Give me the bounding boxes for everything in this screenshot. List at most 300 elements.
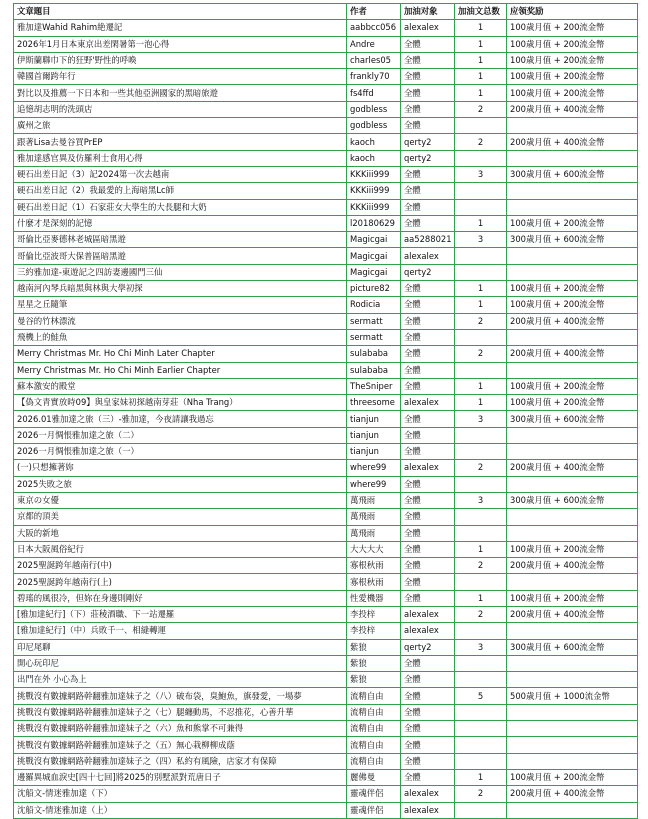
cell-author: 李投梓 bbox=[347, 606, 401, 622]
cell-author: 寡根秋雨 bbox=[347, 574, 401, 590]
cell-author: sulababa bbox=[347, 346, 401, 362]
cell-title: 跟著Lisa去曼谷買PrEP bbox=[14, 134, 347, 150]
cell-target: aa5288021 bbox=[401, 232, 455, 248]
cell-reward bbox=[507, 737, 638, 753]
cell-title: 2026年1月日本東京出差閑暑第一泡心得 bbox=[14, 36, 347, 52]
cell-target: 全體 bbox=[401, 541, 455, 557]
cell-target: 全體 bbox=[401, 574, 455, 590]
cell-count: 2 bbox=[455, 134, 507, 150]
cell-reward: 300歳月值 + 600流金幣 bbox=[507, 639, 638, 655]
cell-reward: 200歳月值 + 400流金幣 bbox=[507, 346, 638, 362]
cell-title: Merry Christmas Mr. Ho Chi Minh Later Chapter bbox=[14, 346, 347, 362]
cell-target: 全體 bbox=[401, 753, 455, 769]
cell-title: 2026.01雅加達之旅（三）-雅加達，今夜請讓我過忘 bbox=[14, 411, 347, 427]
cell-reward bbox=[507, 655, 638, 671]
cell-title: 碧瑤的風很冷，但妳在身邊則剛好 bbox=[14, 590, 347, 606]
cell-reward: 300歳月值 + 600流金幣 bbox=[507, 232, 638, 248]
table-row bbox=[14, 20, 638, 36]
cell-reward: 300歳月值 + 600流金幣 bbox=[507, 166, 638, 182]
cell-target: 全體 bbox=[401, 509, 455, 525]
cell-count: 1 bbox=[455, 541, 507, 557]
cell-title: 挑戰沒有數據網路幹翻雅加達妹子之（六）魚和熊掌不可兼得 bbox=[14, 721, 347, 737]
table-row bbox=[14, 639, 638, 655]
cell-title: 日本大阪風俗紀行 bbox=[14, 541, 347, 557]
cell-count: 2 bbox=[455, 101, 507, 117]
reward-table bbox=[13, 3, 638, 819]
cell-reward: 300歳月值 + 600流金幣 bbox=[507, 411, 638, 427]
cell-count bbox=[455, 427, 507, 443]
cell-count: 1 bbox=[455, 52, 507, 68]
cell-reward: 100歳月值 + 200流金幣 bbox=[507, 378, 638, 394]
cell-count: 2 bbox=[455, 346, 507, 362]
cell-title: 越南河內琴兵暗黑與林與大學初探 bbox=[14, 281, 347, 297]
table-row bbox=[14, 395, 638, 411]
cell-author: 紫狼 bbox=[347, 639, 401, 655]
cell-target: alexalex bbox=[401, 623, 455, 639]
cell-count bbox=[455, 525, 507, 541]
cell-title: 硬石出差日記（1）石家莊女大學生的大長腿和大奶 bbox=[14, 199, 347, 215]
cell-reward: 100歳月值 + 200流金幣 bbox=[507, 281, 638, 297]
cell-title: 曼谷的竹林漂流 bbox=[14, 313, 347, 329]
cell-reward: 100歳月值 + 200流金幣 bbox=[507, 20, 638, 36]
cell-count: 5 bbox=[455, 688, 507, 704]
cell-author: 流精自由 bbox=[347, 721, 401, 737]
table-row bbox=[14, 118, 638, 134]
cell-count: 1 bbox=[455, 769, 507, 785]
cell-target: 全體 bbox=[401, 199, 455, 215]
cell-count: 1 bbox=[455, 590, 507, 606]
cell-title: 2025失敗之旅 bbox=[14, 476, 347, 492]
cell-count bbox=[455, 362, 507, 378]
table-row bbox=[14, 802, 638, 818]
cell-author: 紫狼 bbox=[347, 655, 401, 671]
cell-target: 全體 bbox=[401, 655, 455, 671]
table-row bbox=[14, 672, 638, 688]
table-row bbox=[14, 541, 638, 557]
table-row bbox=[14, 444, 638, 460]
cell-count: 1 bbox=[455, 20, 507, 36]
table-row bbox=[14, 525, 638, 541]
table-row bbox=[14, 313, 638, 329]
cell-target: 全體 bbox=[401, 378, 455, 394]
table-row bbox=[14, 183, 638, 199]
cell-title: 2026一月惆悵雅加達之旅（二） bbox=[14, 427, 347, 443]
cell-reward bbox=[507, 672, 638, 688]
table-row bbox=[14, 574, 638, 590]
table-row bbox=[14, 281, 638, 297]
table-row bbox=[14, 378, 638, 394]
cell-reward bbox=[507, 329, 638, 345]
table-row bbox=[14, 232, 638, 248]
cell-count: 2 bbox=[455, 313, 507, 329]
table-row bbox=[14, 134, 638, 150]
table-row bbox=[14, 509, 638, 525]
cell-author: 萬飛雨 bbox=[347, 525, 401, 541]
cell-author: 流精自由 bbox=[347, 704, 401, 720]
cell-count: 1 bbox=[455, 297, 507, 313]
cell-reward: 100歳月值 + 200流金幣 bbox=[507, 85, 638, 101]
cell-author: tianjun bbox=[347, 411, 401, 427]
cell-target: 全體 bbox=[401, 118, 455, 134]
table-row bbox=[14, 85, 638, 101]
cell-reward bbox=[507, 264, 638, 280]
cell-title: 2026一月惆悵雅加達之旅（一） bbox=[14, 444, 347, 460]
cell-count: 2 bbox=[455, 460, 507, 476]
cell-reward bbox=[507, 509, 638, 525]
cell-count bbox=[455, 329, 507, 345]
cell-count: 3 bbox=[455, 232, 507, 248]
header-target: 加油对象 bbox=[401, 4, 455, 20]
cell-title: 什麼才是深刻的記憶 bbox=[14, 215, 347, 231]
cell-author: Magicgai bbox=[347, 248, 401, 264]
table-row bbox=[14, 150, 638, 166]
cell-author: kaoch bbox=[347, 150, 401, 166]
cell-reward bbox=[507, 574, 638, 590]
table-row bbox=[14, 769, 638, 785]
cell-target: qerty2 bbox=[401, 134, 455, 150]
cell-count: 1 bbox=[455, 378, 507, 394]
table-row bbox=[14, 737, 638, 753]
table-row bbox=[14, 721, 638, 737]
cell-reward: 100歳月值 + 200流金幣 bbox=[507, 215, 638, 231]
cell-author: fs4ffd bbox=[347, 85, 401, 101]
cell-target: 全體 bbox=[401, 362, 455, 378]
cell-count: 2 bbox=[455, 558, 507, 574]
cell-reward: 300歳月值 + 600流金幣 bbox=[507, 492, 638, 508]
cell-title: 伊斯蘭聯巾下的狂野'野性的呼喚 bbox=[14, 52, 347, 68]
cell-target: 全體 bbox=[401, 101, 455, 117]
cell-title: 韓國首爾跨年行 bbox=[14, 69, 347, 85]
cell-author: KKKiii999 bbox=[347, 166, 401, 182]
table-row bbox=[14, 264, 638, 280]
cell-reward: 200歳月值 + 400流金幣 bbox=[507, 101, 638, 117]
cell-count: 1 bbox=[455, 281, 507, 297]
cell-author: aabbcc056 bbox=[347, 20, 401, 36]
table-row bbox=[14, 166, 638, 182]
cell-author: godbless bbox=[347, 118, 401, 134]
cell-title: 三約雅加達-東遊記之四訪妻邊國門三仙 bbox=[14, 264, 347, 280]
cell-target: 全體 bbox=[401, 85, 455, 101]
table-row bbox=[14, 492, 638, 508]
table-row bbox=[14, 427, 638, 443]
cell-title: 邊羅異城血淚史[四十七回]將2025的別墅派對荒唐日子 bbox=[14, 769, 347, 785]
cell-target: alexalex bbox=[401, 20, 455, 36]
cell-author: tianjun bbox=[347, 444, 401, 460]
cell-title: 硬石出差日記（3）記2024第一次去越南 bbox=[14, 166, 347, 182]
cell-author: 靈魂伴侶 bbox=[347, 786, 401, 802]
cell-reward: 100歳月值 + 200流金幣 bbox=[507, 590, 638, 606]
cell-count bbox=[455, 264, 507, 280]
cell-reward: 200歳月值 + 400流金幣 bbox=[507, 134, 638, 150]
cell-count bbox=[455, 704, 507, 720]
cell-title: [雅加達紀行]（中）兵敗千一、相縫轉運 bbox=[14, 623, 347, 639]
cell-target: 全體 bbox=[401, 427, 455, 443]
cell-author: 萬飛雨 bbox=[347, 492, 401, 508]
cell-target: 全體 bbox=[401, 590, 455, 606]
cell-author: sulababa bbox=[347, 362, 401, 378]
cell-target: 全體 bbox=[401, 492, 455, 508]
cell-title: 哥倫比亞麥德林老城區暗黑遊 bbox=[14, 232, 347, 248]
cell-target: alexalex bbox=[401, 786, 455, 802]
cell-author: 大大大大 bbox=[347, 541, 401, 557]
cell-target: 全體 bbox=[401, 69, 455, 85]
cell-count: 2 bbox=[455, 786, 507, 802]
cell-count bbox=[455, 150, 507, 166]
cell-author: 寡根秋雨 bbox=[347, 558, 401, 574]
table-row bbox=[14, 199, 638, 215]
table-row bbox=[14, 36, 638, 52]
cell-reward bbox=[507, 248, 638, 264]
cell-author: Andre bbox=[347, 36, 401, 52]
header-count: 加油文总数 bbox=[455, 4, 507, 20]
cell-author: charles05 bbox=[347, 52, 401, 68]
cell-reward: 200歳月值 + 400流金幣 bbox=[507, 460, 638, 476]
cell-title: 大阪的新地 bbox=[14, 525, 347, 541]
cell-title: 對比以及推薦一下日本和一些其他亞洲國家的黑暗旅遊 bbox=[14, 85, 347, 101]
cell-count bbox=[455, 183, 507, 199]
header-title: 文章題目 bbox=[14, 4, 347, 20]
cell-target: alexalex bbox=[401, 248, 455, 264]
cell-reward bbox=[507, 444, 638, 460]
cell-count bbox=[455, 655, 507, 671]
cell-reward: 100歳月值 + 200流金幣 bbox=[507, 36, 638, 52]
cell-count: 1 bbox=[455, 215, 507, 231]
table-row bbox=[14, 476, 638, 492]
cell-target: 全體 bbox=[401, 166, 455, 182]
cell-target: 全體 bbox=[401, 721, 455, 737]
cell-title: 飛機上的鮭魚 bbox=[14, 329, 347, 345]
cell-reward: 200歳月值 + 400流金幣 bbox=[507, 313, 638, 329]
cell-title: 挑戰沒有數據網路幹翻雅加達妹子之（五）無心栽柳柳成蔭 bbox=[14, 737, 347, 753]
table-row bbox=[14, 704, 638, 720]
cell-author: where99 bbox=[347, 476, 401, 492]
cell-target: 全體 bbox=[401, 737, 455, 753]
cell-target: 全體 bbox=[401, 688, 455, 704]
cell-reward bbox=[507, 525, 638, 541]
cell-target: 全體 bbox=[401, 704, 455, 720]
cell-author: 流精自由 bbox=[347, 688, 401, 704]
cell-author: 流精自由 bbox=[347, 753, 401, 769]
cell-target: alexalex bbox=[401, 802, 455, 818]
table-row bbox=[14, 623, 638, 639]
cell-title: 哥倫比亞波哥大保普區暗黑遊 bbox=[14, 248, 347, 264]
cell-author: 性愛機器 bbox=[347, 590, 401, 606]
cell-count bbox=[455, 444, 507, 460]
cell-target: alexalex bbox=[401, 460, 455, 476]
cell-author: 萬飛雨 bbox=[347, 509, 401, 525]
cell-count: 3 bbox=[455, 411, 507, 427]
cell-author: godbless bbox=[347, 101, 401, 117]
cell-reward bbox=[507, 427, 638, 443]
cell-count: 3 bbox=[455, 166, 507, 182]
cell-reward bbox=[507, 476, 638, 492]
cell-title: 開心玩印尼 bbox=[14, 655, 347, 671]
cell-reward: 100歳月值 + 200流金幣 bbox=[507, 52, 638, 68]
table-row bbox=[14, 248, 638, 264]
cell-target: 全體 bbox=[401, 346, 455, 362]
cell-author: threesome bbox=[347, 395, 401, 411]
cell-author: 李投梓 bbox=[347, 623, 401, 639]
cell-count: 1 bbox=[455, 36, 507, 52]
table-row bbox=[14, 558, 638, 574]
cell-reward: 100歳月值 + 200流金幣 bbox=[507, 395, 638, 411]
cell-title: [雅加達紀行]（下）莊稜酒職、下一站遷羅 bbox=[14, 606, 347, 622]
cell-count: 3 bbox=[455, 639, 507, 655]
cell-count bbox=[455, 672, 507, 688]
cell-reward bbox=[507, 753, 638, 769]
table-row bbox=[14, 362, 638, 378]
cell-reward bbox=[507, 704, 638, 720]
cell-author: 流精自由 bbox=[347, 737, 401, 753]
cell-title: 挑戰沒有數據網路幹翻雅加達妹子之（八）破布袋，臭鮑魚，旗發愛，一場夢 bbox=[14, 688, 347, 704]
cell-author: KKKiii999 bbox=[347, 199, 401, 215]
cell-author: 靈魂伴侶 bbox=[347, 802, 401, 818]
cell-author: picture82 bbox=[347, 281, 401, 297]
header-reward: 应领奖励 bbox=[507, 4, 638, 20]
cell-count bbox=[455, 574, 507, 590]
cell-target: qerty2 bbox=[401, 264, 455, 280]
table-row bbox=[14, 101, 638, 117]
table-row bbox=[14, 69, 638, 85]
cell-target: qerty2 bbox=[401, 639, 455, 655]
table-row bbox=[14, 411, 638, 427]
cell-reward: 200歳月值 + 400流金幣 bbox=[507, 786, 638, 802]
table-row bbox=[14, 215, 638, 231]
cell-count bbox=[455, 248, 507, 264]
cell-title: 印尼尾聊 bbox=[14, 639, 347, 655]
cell-reward: 200歳月值 + 400流金幣 bbox=[507, 606, 638, 622]
cell-count bbox=[455, 476, 507, 492]
table-row bbox=[14, 590, 638, 606]
cell-count bbox=[455, 623, 507, 639]
cell-target: 全體 bbox=[401, 476, 455, 492]
cell-count: 2 bbox=[455, 606, 507, 622]
cell-title: 京都的頂美 bbox=[14, 509, 347, 525]
cell-title: 【偽文青實放時09】與皇家妹初探越南芽莊（Nha Trang） bbox=[14, 395, 347, 411]
table-row bbox=[14, 460, 638, 476]
cell-reward bbox=[507, 183, 638, 199]
cell-target: 全體 bbox=[401, 313, 455, 329]
cell-reward bbox=[507, 362, 638, 378]
cell-author: l20180629 bbox=[347, 215, 401, 231]
cell-author: KKKiii999 bbox=[347, 183, 401, 199]
cell-title: 沈船文-情迷雅加達（下） bbox=[14, 786, 347, 802]
cell-count: 3 bbox=[455, 492, 507, 508]
cell-reward: 100歳月值 + 200流金幣 bbox=[507, 541, 638, 557]
cell-target: alexalex bbox=[401, 606, 455, 622]
cell-author: tianjun bbox=[347, 427, 401, 443]
cell-target: 全體 bbox=[401, 769, 455, 785]
cell-title: 追憶胡志明的洗頭店 bbox=[14, 101, 347, 117]
cell-title: 挑戰沒有數據網路幹翻雅加達妹子之（七）腿纏動馬，不忍推花，心善升華 bbox=[14, 704, 347, 720]
cell-count: 1 bbox=[455, 85, 507, 101]
cell-count bbox=[455, 721, 507, 737]
cell-title: 星星之丘隨筆 bbox=[14, 297, 347, 313]
table-row bbox=[14, 346, 638, 362]
cell-count bbox=[455, 509, 507, 525]
cell-author: sermatt bbox=[347, 313, 401, 329]
header-author: 作者 bbox=[347, 4, 401, 20]
cell-count bbox=[455, 118, 507, 134]
cell-author: sermatt bbox=[347, 329, 401, 345]
cell-count: 1 bbox=[455, 395, 507, 411]
cell-title: (一)只想擁著妳 bbox=[14, 460, 347, 476]
cell-target: 全體 bbox=[401, 672, 455, 688]
cell-reward: 100歳月值 + 200流金幣 bbox=[507, 69, 638, 85]
cell-target: 全體 bbox=[401, 36, 455, 52]
cell-reward: 200歳月值 + 400流金幣 bbox=[507, 558, 638, 574]
cell-title: 沈船文-情迷雅加達（上） bbox=[14, 802, 347, 818]
cell-target: 全體 bbox=[401, 411, 455, 427]
cell-author: Magicgai bbox=[347, 264, 401, 280]
cell-target: alexalex bbox=[401, 395, 455, 411]
cell-reward bbox=[507, 623, 638, 639]
cell-count bbox=[455, 802, 507, 818]
cell-author: 紫狼 bbox=[347, 672, 401, 688]
table-row bbox=[14, 297, 638, 313]
cell-title: 2025聖誕跨年越南行(上) bbox=[14, 574, 347, 590]
table-row bbox=[14, 606, 638, 622]
cell-target: 全體 bbox=[401, 525, 455, 541]
table-row bbox=[14, 655, 638, 671]
cell-count bbox=[455, 737, 507, 753]
cell-title: 2025聖誕跨年越南行(中) bbox=[14, 558, 347, 574]
cell-title: 雅加達Wahid Rahim絶遷記 bbox=[14, 20, 347, 36]
cell-reward: 500歳月值 + 1000流金幣 bbox=[507, 688, 638, 704]
cell-title: 雅加達感官異及仿羅利士食用心得 bbox=[14, 150, 347, 166]
cell-target: qerty2 bbox=[401, 150, 455, 166]
cell-target: 全體 bbox=[401, 183, 455, 199]
cell-reward: 100歳月值 + 200流金幣 bbox=[507, 297, 638, 313]
cell-author: kaoch bbox=[347, 134, 401, 150]
cell-target: 全體 bbox=[401, 215, 455, 231]
cell-count bbox=[455, 753, 507, 769]
cell-reward bbox=[507, 802, 638, 818]
cell-title: 挑戰沒有數據網路幹翻雅加達妹子之（四）私約有風險，店家才有保障 bbox=[14, 753, 347, 769]
cell-title: 廣州之旅 bbox=[14, 118, 347, 134]
cell-target: 全體 bbox=[401, 52, 455, 68]
cell-author: 麗佛曼 bbox=[347, 769, 401, 785]
cell-title: 蘇本激安的殿堂 bbox=[14, 378, 347, 394]
cell-reward bbox=[507, 118, 638, 134]
cell-reward bbox=[507, 150, 638, 166]
cell-author: Magicgai bbox=[347, 232, 401, 248]
table-row bbox=[14, 688, 638, 704]
cell-author: TheSniper bbox=[347, 378, 401, 394]
cell-count bbox=[455, 199, 507, 215]
cell-title: Merry Christmas Mr. Ho Chi Minh Earlier Chapter bbox=[14, 362, 347, 378]
cell-reward: 100歳月值 + 200流金幣 bbox=[507, 769, 638, 785]
header-row bbox=[14, 4, 638, 20]
cell-count: 1 bbox=[455, 69, 507, 85]
cell-target: 全體 bbox=[401, 329, 455, 345]
cell-target: 全體 bbox=[401, 444, 455, 460]
cell-target: 全體 bbox=[401, 281, 455, 297]
table-row bbox=[14, 753, 638, 769]
cell-author: frankly70 bbox=[347, 69, 401, 85]
table-row bbox=[14, 52, 638, 68]
cell-title: 東京の女優 bbox=[14, 492, 347, 508]
cell-target: 全體 bbox=[401, 558, 455, 574]
cell-title: 硬石出差日記（2）我最愛的上海暗黑Lc師 bbox=[14, 183, 347, 199]
cell-author: where99 bbox=[347, 460, 401, 476]
cell-reward bbox=[507, 199, 638, 215]
cell-title: 出門在外 小心為上 bbox=[14, 672, 347, 688]
cell-author: Rodicia bbox=[347, 297, 401, 313]
cell-reward bbox=[507, 721, 638, 737]
table-row bbox=[14, 329, 638, 345]
cell-target: 全體 bbox=[401, 297, 455, 313]
